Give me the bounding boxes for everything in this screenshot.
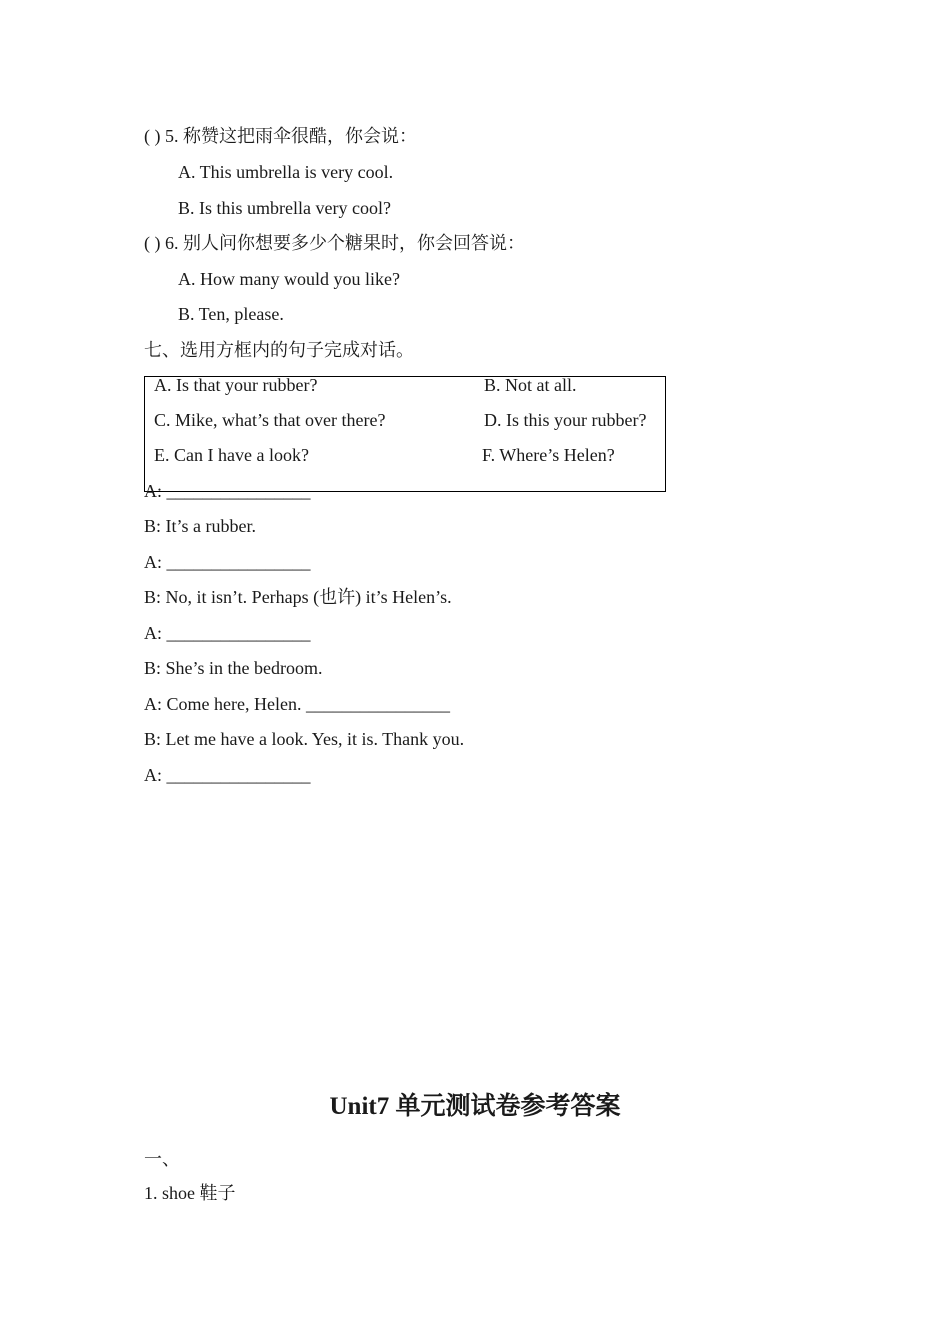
answer-item-1: 1. shoe 鞋子 — [144, 1183, 236, 1203]
dialogue-line-3: A: ________________ — [144, 552, 311, 572]
question-6-stem: ( ) 6. 别人问你想要多少个糖果时，你会回答说： — [144, 233, 525, 253]
box-option-b: B. Not at all. — [484, 375, 577, 395]
dialogue-line-7: A: Come here, Helen. ________________ — [144, 694, 450, 714]
box-option-d: D. Is this your rubber? — [484, 410, 647, 430]
dialogue-line-6: B: She’s in the bedroom. — [144, 658, 323, 678]
answer-key-title: Unit7 单元测试卷参考答案 — [329, 1093, 621, 1120]
box-option-a: A. Is that your rubber? — [154, 375, 318, 395]
dialogue-line-8: B: Let me have a look. Yes, it is. Thank you. — [144, 729, 465, 749]
dialogue-line-1: A: ________________ — [144, 481, 311, 501]
options-box — [144, 376, 666, 492]
dialogue-line-9: A: ________________ — [144, 765, 311, 785]
question-6-option-a: A. How many would you like? — [178, 269, 400, 289]
section-7-heading: 七、选用方框内的句子完成对话。 — [144, 340, 414, 360]
box-option-e: E. Can I have a look? — [154, 445, 309, 465]
dialogue-line-2: B: It’s a rubber. — [144, 516, 256, 536]
box-option-f: F. Where’s Helen? — [482, 445, 615, 465]
answer-section-1-label: 一、 — [144, 1149, 180, 1169]
dialogue-line-4: B: No, it isn’t. Perhaps (也许) it’s Helen’s. — [144, 587, 452, 607]
dialogue-line-5: A: ________________ — [144, 623, 311, 643]
question-5-option-b: B. Is this umbrella very cool? — [178, 198, 391, 218]
question-6-option-b: B. Ten, please. — [178, 304, 284, 324]
question-5-option-a: A. This umbrella is very cool. — [178, 162, 394, 182]
question-5-stem: ( ) 5. 称赞这把雨伞很酷，你会说： — [144, 126, 417, 146]
box-option-c: C. Mike, what’s that over there? — [154, 410, 386, 430]
